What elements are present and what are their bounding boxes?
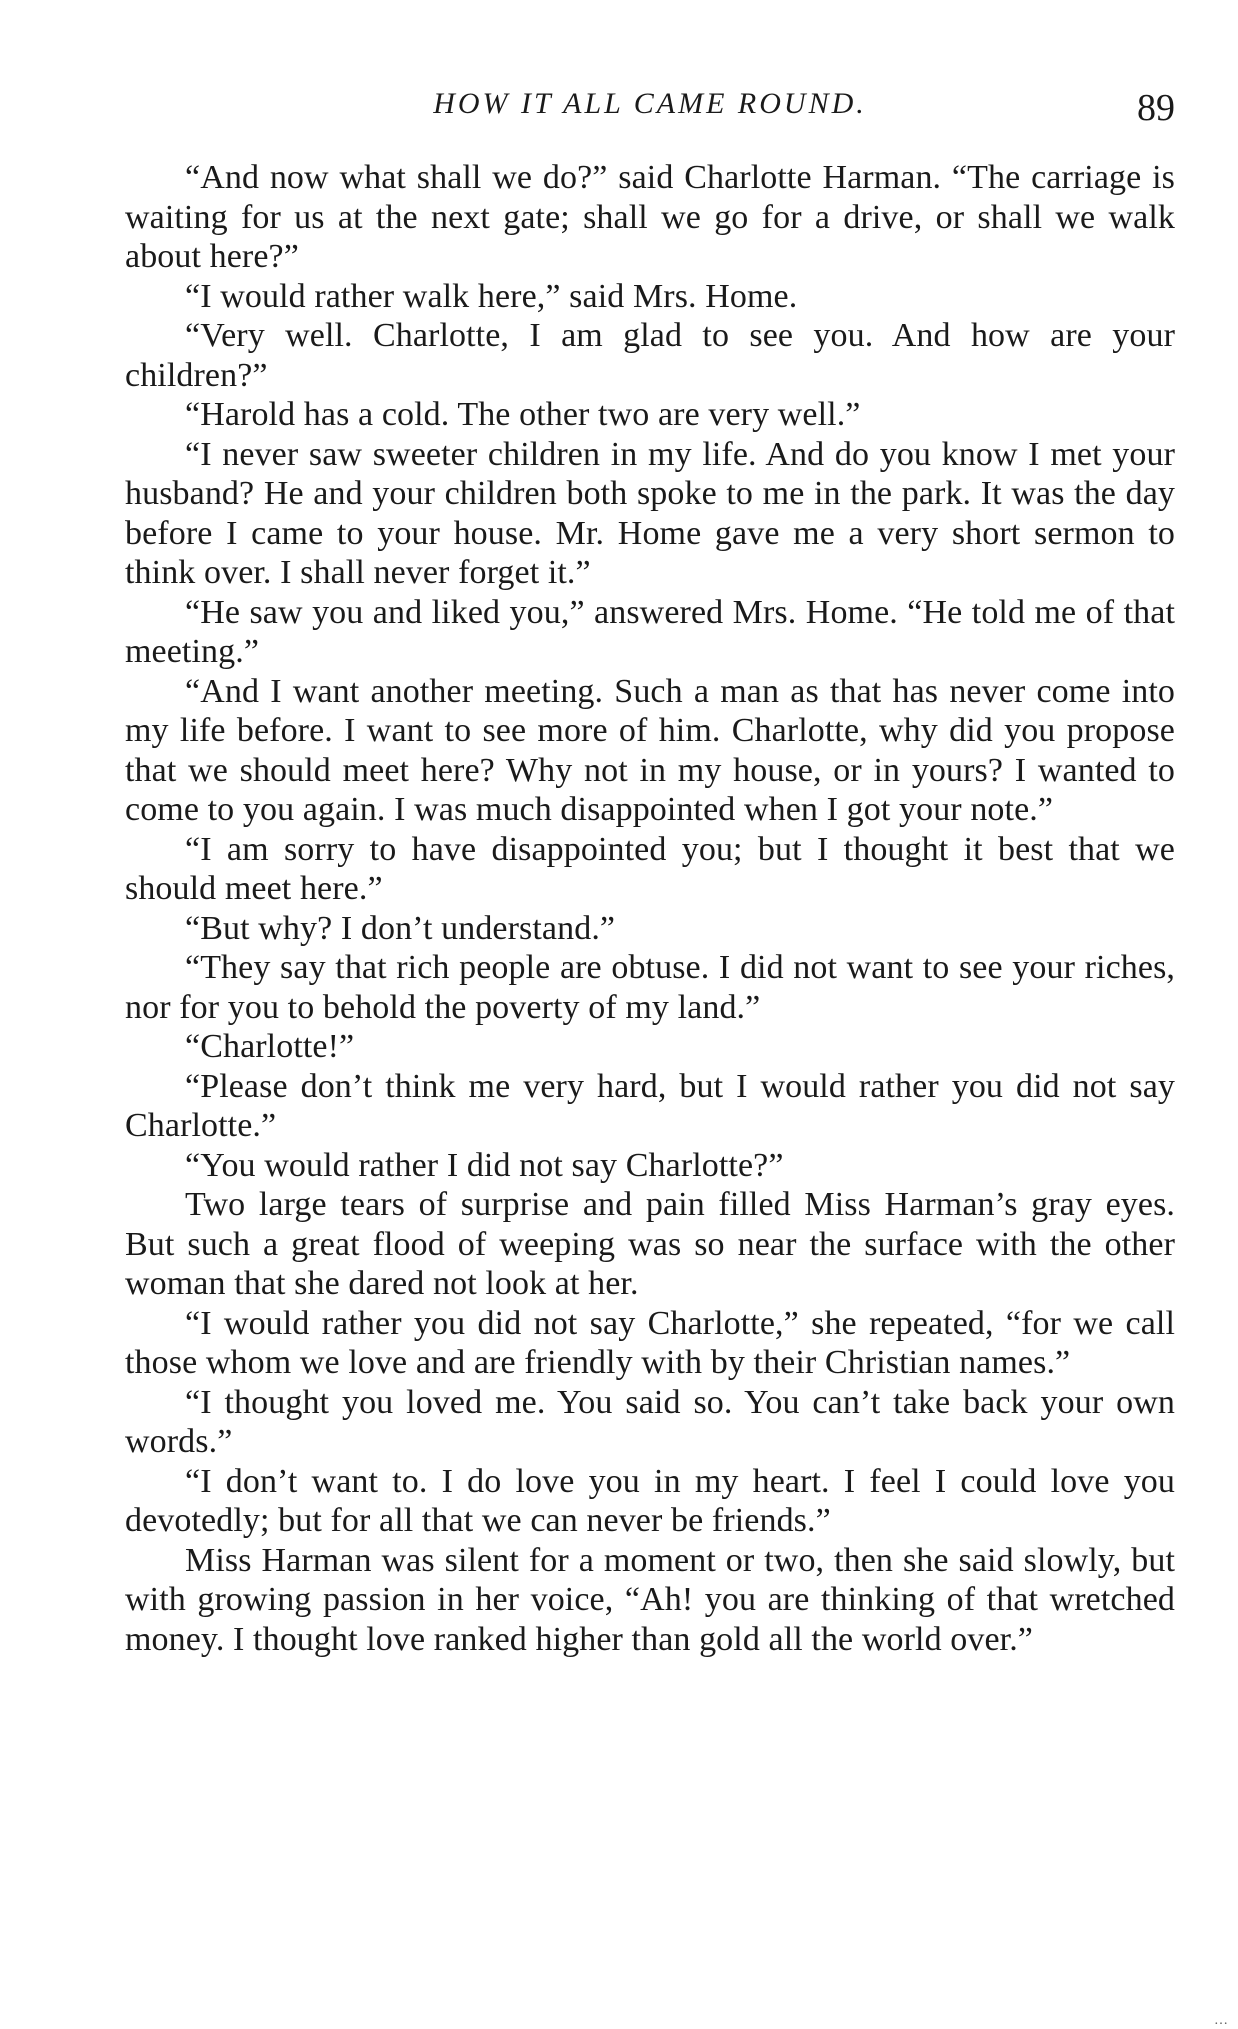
page-number: 89 <box>1137 87 1175 129</box>
paragraph: Miss Harman was silent for a moment or two, then she said slowly, but with growing passion in her voice, “Ah! you are thinking of that wretched money. I thought love ranked higher than gold all the world over.” <box>125 1541 1175 1658</box>
paragraph: “I thought you loved me. You said so. You can’t take back your own words.” <box>125 1383 1175 1460</box>
paragraph: “And now what shall we do?” said Charlotte Harman. “The carriage is waiting for us at the next gate; shall we go for a drive, or shall we walk about here?” <box>125 159 1175 275</box>
paragraph: “I would rather you did not say Charlotte,” she repeated, “for we call those whom we love and are friendly with by their Christian names.” <box>125 1304 1175 1381</box>
paragraph: “But why? I don’t understand.” <box>185 909 616 947</box>
paragraph: “He saw you and liked you,” answered Mrs. Home. “He told me of that meeting.” <box>125 593 1175 670</box>
paragraph: “Very well. Charlotte, I am glad to see you. And how are your children?” <box>125 317 1175 394</box>
signature-mark: … <box>1214 2013 1230 2028</box>
running-head <box>125 82 1175 129</box>
body-text <box>125 158 1175 1659</box>
paragraph: “Harold has a cold. The other two are very well.” <box>185 396 861 433</box>
paragraph: “Charlotte!” <box>185 1028 355 1065</box>
running-title: HOW IT ALL CAME ROUND. <box>433 87 867 120</box>
paragraph: “They say that rich people are obtuse. I did not want to see your riches, nor for you to behold the poverty of my land.” <box>125 949 1175 1026</box>
paragraph: “I would rather walk here,” said Mrs. Home. <box>185 277 798 315</box>
paragraph: Two large tears of surprise and pain filled Miss Harman’s gray eyes. But such a great flood of weeping was so near the surface with the other woman that she dared not look at her. <box>125 1186 1175 1302</box>
paragraph: “I don’t want to. I do love you in my heart. I feel I could love you devotedly; but for all that we can never be friends.” <box>125 1462 1175 1539</box>
paragraph: “I am sorry to have disappointed you; but I thought it best that we should meet here.” <box>125 830 1175 907</box>
paragraph: “You would rather I did not say Charlotte?” <box>185 1146 784 1184</box>
paragraph: “I never saw sweeter children in my life. And do you know I met your husband? He and your children both spoke to me in the park. It was the day before I came to your house. Mr. Home gave me a very short sermon to think over. I shall never forget it.” <box>125 435 1175 591</box>
paragraph: “Please don’t think me very hard, but I would rather you did not say Charlotte.” <box>125 1067 1175 1144</box>
paragraph: “And I want another meeting. Such a man as that has never come into my life before. I want to see more of him. Charlotte, why did you propose that we should meet here? Why not in my house, or in yours? I wanted to come to you again. I was much disappointed when I got your note.” <box>125 672 1175 828</box>
